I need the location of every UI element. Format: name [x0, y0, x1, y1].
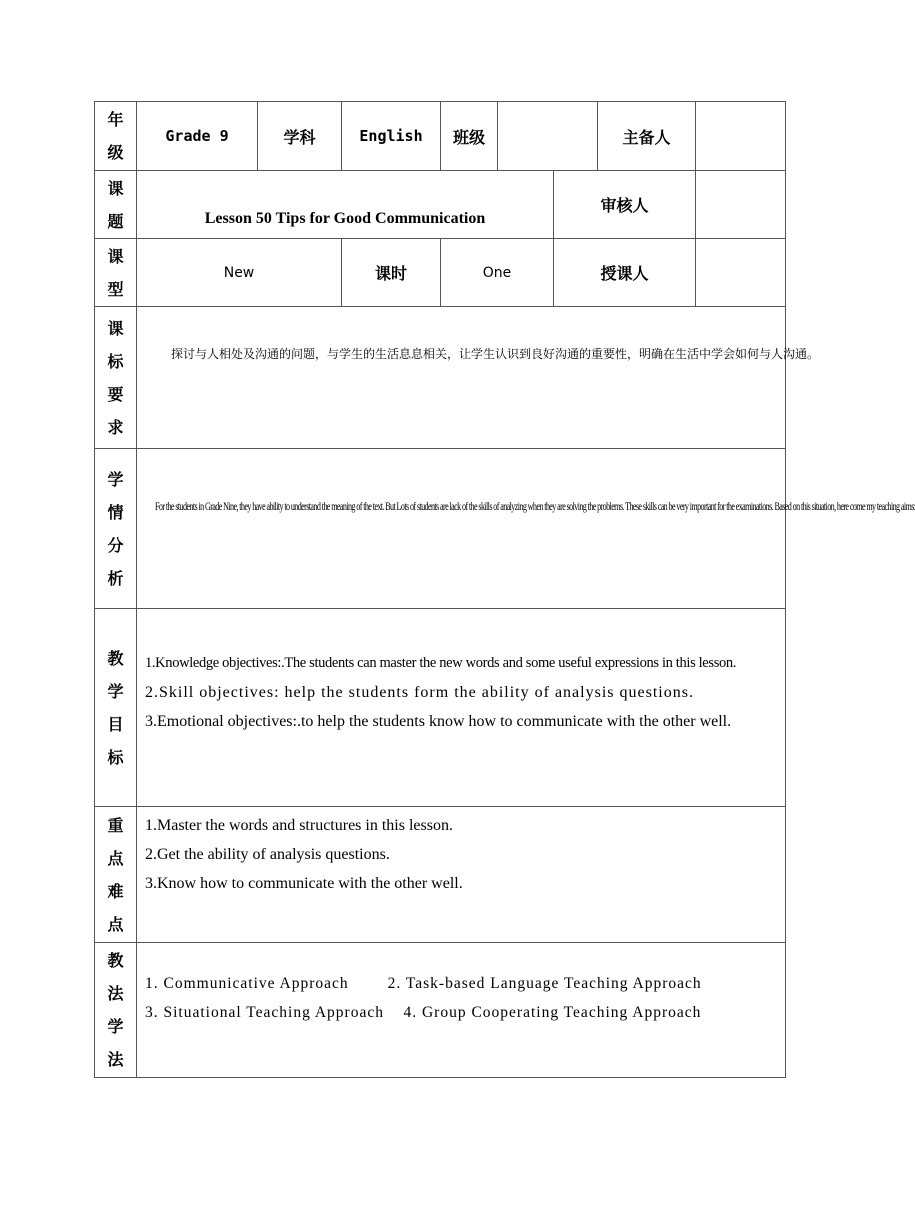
type-label-char-1: 课 — [107, 246, 124, 266]
standard-label-char-2: 标 — [107, 351, 124, 371]
objectives-label-char-4: 标 — [107, 747, 124, 767]
standard-label-char-3: 要 — [107, 384, 124, 404]
type-label-char-2: 型 — [107, 279, 124, 299]
standard-label-char-1: 课 — [107, 318, 124, 338]
methods-label-char-4: 法 — [107, 1050, 124, 1069]
key-points-label-cell — [94, 806, 137, 943]
preparer-value — [695, 101, 786, 171]
preparer-label: 主备人 — [597, 101, 696, 171]
key-point-2: 2.Get the ability of analysis questions. — [145, 846, 390, 863]
key-points — [136, 806, 786, 943]
grade-label-char-1: 年 — [107, 110, 124, 129]
methods-label-char-1: 教 — [107, 951, 124, 970]
grade-label-char-2: 级 — [107, 143, 124, 162]
analysis-label-char-2: 情 — [107, 502, 124, 522]
lesson-title — [136, 170, 554, 239]
lesson-plan-table — [95, 102, 915, 1078]
lesson-title-text: Lesson 50 Tips for Good Communication — [204, 210, 486, 227]
subject-label: 学科 — [257, 101, 342, 171]
teacher-label: 授课人 — [553, 238, 696, 307]
objective-2: 2.Skill objectives: help the students form the ability of analysis questions. — [145, 684, 694, 701]
analysis-label-char-4: 析 — [107, 568, 124, 588]
analysis-label-char-3: 分 — [107, 535, 124, 555]
period-value: One — [440, 238, 554, 307]
grade-label-cell — [94, 101, 137, 171]
key-point-3: 3.Know how to communicate with the other well. — [145, 875, 463, 892]
objective-1: 1.Knowledge objectives:.The students can master the new words and some useful expressions in this lesson. — [145, 655, 737, 671]
objective-3: 3.Emotional objectives:.to help the students know how to communicate with the other well. — [145, 713, 732, 730]
topic-label-char-1: 课 — [107, 178, 124, 198]
lesson-type-value: New — [136, 238, 342, 307]
methods-label-char-2: 法 — [107, 984, 124, 1003]
teaching-methods — [136, 942, 786, 1078]
student-analysis-text-wrap — [155, 495, 915, 514]
student-analysis — [136, 448, 915, 609]
objectives-label-char-2: 学 — [107, 681, 124, 701]
teacher-value — [695, 238, 786, 307]
topic-label-char-2: 题 — [107, 211, 124, 231]
objectives-label-cell — [94, 608, 137, 807]
student-analysis-text: For the students in Grade Nine, they have ability to understand the meaning of the text. But Lots of students are lack of the skills of analyzing when they are solving the problems. These skills can be very important for the examinations. Based on this situation, here come my teaching aims: — [155, 499, 915, 513]
key-points-label-char-3: 难 — [107, 881, 124, 901]
class-label: 班级 — [440, 101, 498, 171]
standard-label-char-4: 求 — [107, 417, 124, 437]
type-label-cell — [94, 238, 137, 307]
key-point-1: 1.Master the words and structures in this lesson. — [145, 817, 453, 834]
key-points-label-char-1: 重 — [107, 815, 124, 835]
topic-label-cell — [94, 170, 137, 239]
analysis-label-cell — [94, 448, 137, 609]
reviewer-value — [695, 170, 786, 239]
curriculum-standard — [136, 306, 820, 449]
reviewer-label: 审核人 — [553, 170, 696, 239]
key-points-label-char-4: 点 — [107, 914, 124, 934]
subject-value: English — [341, 101, 441, 171]
objectives-label-char-1: 教 — [107, 648, 124, 668]
period-label: 课时 — [341, 238, 441, 307]
curriculum-standard-text: 探讨与人相处及沟通的问题，与学生的生活息息相关，让学生认识到良好沟通的重要性，明确在生活中学会如何与人沟通。 — [171, 347, 820, 361]
grade-value: Grade 9 — [136, 101, 258, 171]
teaching-objectives — [136, 608, 786, 807]
methods-line-1: 1. Communicative Approach 2. Task-based Language Teaching Approach — [145, 975, 702, 992]
methods-label-cell — [94, 942, 137, 1078]
analysis-label-char-1: 学 — [107, 469, 124, 489]
objectives-label-char-3: 目 — [107, 714, 124, 734]
key-points-label-char-2: 点 — [107, 848, 124, 868]
class-value — [497, 101, 598, 171]
methods-line-2: 3. Situational Teaching Approach 4. Group Cooperating Teaching Approach — [145, 1004, 702, 1021]
standard-label-cell — [94, 306, 137, 449]
methods-label-char-3: 学 — [107, 1017, 124, 1036]
